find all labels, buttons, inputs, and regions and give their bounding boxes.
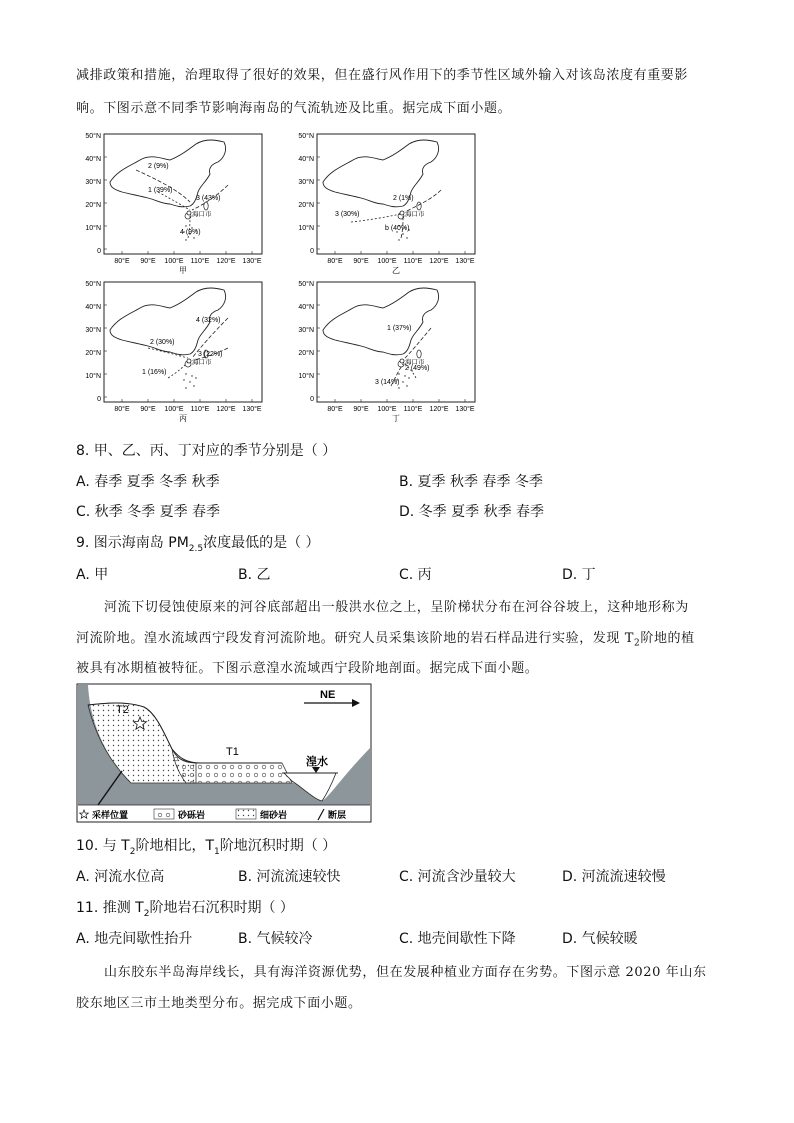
q11-stem: 11. 推测 $T_2$阶地岩石沉积时期（ ）	[76, 900, 294, 919]
lon-tick-label: 80°E	[114, 406, 130, 413]
lon-tick-label: 130°E	[455, 406, 475, 413]
map-panel-jia	[78, 130, 268, 276]
trajectory-share-label: 2 (9%)	[148, 163, 169, 170]
passage3-line-1: 山东胶东半岛海岸线长，具有海洋资源优势，但在发展种植业方面存在劣势。下图示意 2020 年山东	[104, 965, 707, 980]
lat-tick-label: 0	[97, 396, 101, 403]
legend-fault-label: 断层	[328, 811, 347, 821]
lon-tick-label: 80°E	[327, 406, 343, 413]
sea-island-dot	[193, 237, 194, 238]
sea-island-dot	[191, 375, 192, 376]
sea-island-dot	[402, 381, 403, 382]
lat-tick-label: 40°N	[85, 304, 101, 311]
sea-island-dot	[398, 373, 399, 374]
t1-label: T1	[226, 746, 239, 758]
river-label: 湟水	[306, 755, 328, 768]
lat-tick-label: 20°N	[85, 202, 101, 209]
lon-tick-label: 130°E	[242, 258, 262, 265]
lon-tick-label: 120°E	[216, 406, 236, 413]
map-panel-ding	[291, 278, 481, 424]
q8-option-a[interactable]: A. 春季 夏季 冬季 秋季	[76, 474, 220, 490]
sea-island-dot	[195, 377, 196, 378]
trajectory-share-label: 2 (49%)	[405, 365, 430, 372]
legend-conglomerate-label: 砂砾岩	[178, 811, 206, 821]
q8-option-d[interactable]: D. 冬季 夏季 秋季 春季	[399, 504, 545, 520]
lat-tick-label: 50°N	[85, 133, 101, 140]
lon-tick-label: 100°E	[377, 258, 397, 265]
lon-tick-label: 100°E	[377, 406, 397, 413]
map-panel-name: 丁	[392, 414, 400, 423]
q9-stem: 9. 图示海南岛 $PM_{2.5}$浓度最低的是（ ）	[76, 535, 320, 554]
haikou-label: 海口市	[405, 358, 425, 366]
lat-tick-label: 50°N	[298, 133, 314, 140]
passage2-line-1: 河流下切侵蚀使原来的河谷底部超出一般洪水位之上，呈阶梯状分布在河谷谷坡上，这种地形称为	[104, 600, 689, 615]
q11-option-c[interactable]: C. 地壳间歇性下降	[399, 931, 516, 947]
passage3-line-2: 胶东地区三市土地类型分布。据完成下面小题。	[76, 996, 362, 1011]
q11-option-b[interactable]: B. 气候较冷	[238, 931, 313, 947]
legend-siltstone-swatch	[236, 809, 256, 819]
haikou-marker	[187, 211, 191, 215]
legend-sample-label: 采样位置	[92, 811, 129, 821]
q9-option-c[interactable]: C. 丙	[399, 567, 432, 583]
sea-island-dot	[404, 375, 405, 376]
lon-tick-label: 110°E	[190, 258, 210, 265]
trajectory-share-label: b (40%)	[385, 225, 410, 232]
map-panel-bing	[78, 278, 268, 424]
lat-tick-label: 10°N	[85, 225, 101, 232]
lon-tick-label: 120°E	[429, 258, 449, 265]
lon-tick-label: 120°E	[216, 258, 236, 265]
haikou-label: 海口市	[192, 210, 212, 218]
q8-option-b[interactable]: B. 夏季 秋季 春季 冬季	[399, 474, 543, 490]
lat-tick-label: 50°N	[85, 281, 101, 288]
trajectory-share-label: 1 (39%)	[148, 187, 173, 194]
q10-option-d[interactable]: D. 河流流速较慢	[562, 869, 666, 885]
haikou-marker	[400, 359, 404, 363]
map-panel-name: 甲	[179, 266, 187, 275]
q9-option-a[interactable]: A. 甲	[76, 567, 109, 583]
trajectory-share-label: 3 (22%)	[198, 351, 223, 358]
haikou-label: 海口市	[405, 210, 425, 218]
map-panel-name: 乙	[392, 266, 400, 275]
sea-island-dot	[402, 233, 403, 234]
map-panel-yi	[291, 130, 481, 276]
lat-tick-label: 50°N	[298, 281, 314, 288]
sea-island-dot	[406, 385, 407, 386]
sea-island-dot	[185, 225, 186, 226]
lat-tick-label: 40°N	[298, 304, 314, 311]
lat-tick-label: 40°N	[85, 156, 101, 163]
sea-island-dot	[185, 373, 186, 374]
q10-option-c[interactable]: C. 河流含沙量较大	[399, 869, 516, 885]
trajectory-share-label: 4 (9%)	[180, 229, 201, 236]
legend-conglomerate-swatch	[154, 809, 174, 819]
lon-tick-label: 100°E	[164, 406, 184, 413]
lon-tick-label: 110°E	[403, 258, 423, 265]
lon-tick-label: 80°E	[327, 258, 343, 265]
sea-island-dot	[398, 387, 399, 388]
sea-island-dot	[185, 387, 186, 388]
lat-tick-label: 0	[310, 248, 314, 255]
q10-stem: 10. 与 $T_2$阶地相比，$T_1$阶地沉积时期（ ）	[76, 838, 337, 857]
sea-island-dot	[406, 237, 407, 238]
q9-option-d[interactable]: D. 丁	[562, 567, 596, 583]
haikou-marker	[400, 211, 404, 215]
q8-stem: 8. 甲、乙、丙、丁对应的季节分别是（ ）	[76, 443, 337, 459]
q11-option-a[interactable]: A. 地壳间歇性抬升	[76, 931, 193, 947]
terrace-profile-figure	[76, 683, 372, 823]
q10-option-b[interactable]: B. 河流流速较快	[238, 869, 341, 885]
map-frame	[317, 134, 475, 254]
map-panel-name: 丙	[179, 414, 187, 423]
trajectory-share-label: 2 (1%)	[393, 195, 414, 202]
sea-island-dot	[408, 377, 409, 378]
lat-tick-label: 10°N	[85, 373, 101, 380]
t2-label: T2	[116, 704, 129, 716]
intro-line-2: 响。下图示意不同季节影响海南岛的气流轨迹及比重。据完成下面小题。	[76, 101, 512, 116]
q9-option-b[interactable]: B. 乙	[238, 567, 271, 583]
lat-tick-label: 10°N	[298, 225, 314, 232]
direction-label: NE	[320, 689, 336, 701]
passage2-line-2: 河流阶地。湟水流域西宁段发育河流阶地。研究人员采集该阶地的岩石样品进行实验，发现 $T_2$阶地的植	[76, 631, 695, 649]
lon-tick-label: 110°E	[190, 406, 210, 413]
trajectory-share-label: 2 (30%)	[150, 339, 175, 346]
trajectory-share-label: 4 (32%)	[196, 317, 221, 324]
lon-tick-label: 90°E	[353, 258, 369, 265]
trajectory-share-label: 1 (37%)	[387, 325, 412, 332]
lat-tick-label: 10°N	[298, 373, 314, 380]
sea-island-dot	[398, 239, 399, 240]
lat-tick-label: 0	[310, 396, 314, 403]
intro-line-1: 减排政策和措施，治理取得了很好的效果，但在盛行风作用下的季节性区域外输入对该岛浓度有重要影	[76, 68, 689, 83]
haikou-label: 海口市	[192, 358, 212, 366]
lat-tick-label: 0	[97, 248, 101, 255]
lat-tick-label: 30°N	[298, 179, 314, 186]
lon-tick-label: 90°E	[140, 258, 156, 265]
legend-siltstone-label: 细砂岩	[260, 811, 288, 821]
lat-tick-label: 40°N	[298, 156, 314, 163]
map-frame	[104, 134, 262, 254]
trajectory-share-label: 1 (16%)	[142, 369, 167, 376]
lat-tick-label: 20°N	[85, 350, 101, 357]
lat-tick-label: 30°N	[298, 327, 314, 334]
q8-option-c[interactable]: C. 秋季 冬季 夏季 春季	[76, 504, 221, 520]
lat-tick-label: 30°N	[85, 327, 101, 334]
lon-tick-label: 120°E	[429, 406, 449, 413]
lon-tick-label: 130°E	[455, 258, 475, 265]
trajectory-maps	[78, 130, 478, 426]
sea-island-dot	[193, 385, 194, 386]
lon-tick-label: 110°E	[403, 406, 423, 413]
q11-option-d[interactable]: D. 气候较暖	[562, 931, 638, 947]
lon-tick-label: 90°E	[353, 406, 369, 413]
trajectory-share-label: 3 (43%)	[196, 195, 221, 202]
map-frame	[104, 282, 262, 402]
sea-island-dot	[185, 239, 186, 240]
haikou-marker	[187, 359, 191, 363]
lon-tick-label: 100°E	[164, 258, 184, 265]
lon-tick-label: 90°E	[140, 406, 156, 413]
sea-island-dot	[189, 381, 190, 382]
q10-option-a[interactable]: A. 河流水位高	[76, 869, 165, 885]
sea-island-dot	[183, 379, 184, 380]
lon-tick-label: 130°E	[242, 406, 262, 413]
lat-tick-label: 20°N	[298, 350, 314, 357]
lat-tick-label: 30°N	[85, 179, 101, 186]
lon-tick-label: 80°E	[114, 258, 130, 265]
trajectory-share-label: 3 (14%)	[375, 379, 400, 386]
passage2-line-3: 被具有冰期植被特征。下图示意湟水流域西宁段阶地剖面。据完成下面小题。	[76, 661, 539, 676]
trajectory-share-label: 3 (30%)	[335, 211, 360, 218]
lat-tick-label: 20°N	[298, 202, 314, 209]
